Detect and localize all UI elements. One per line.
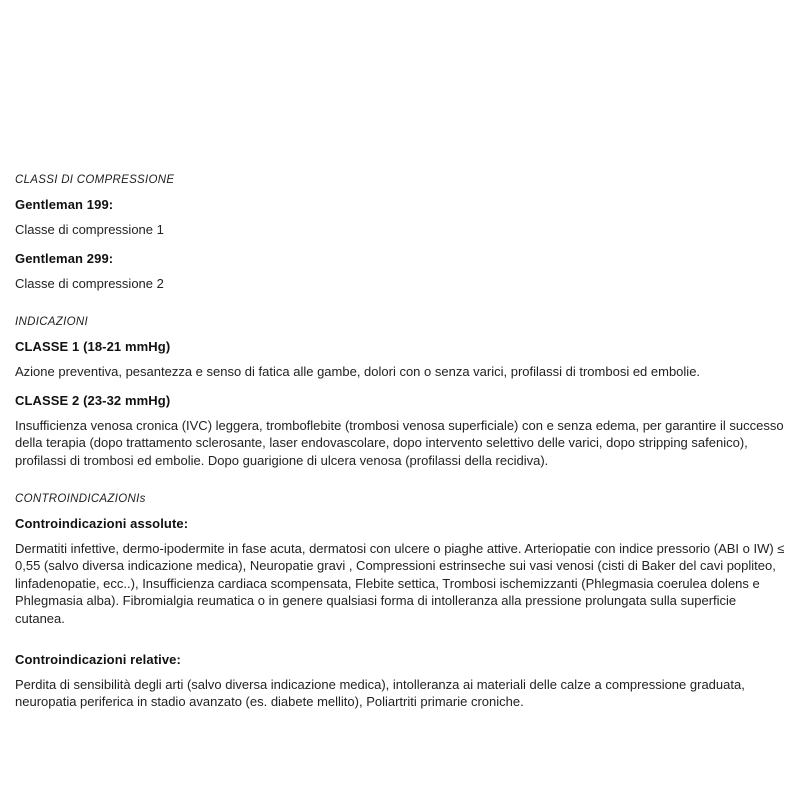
section-heading-indicazioni: INDICAZIONI <box>15 316 88 328</box>
classe-1-label: CLASSE 1 (18-21 mmHg) <box>15 339 171 354</box>
section-indicazioni <box>15 316 786 469</box>
controindicazioni-assolute-label: Controindicazioni assolute: <box>15 516 189 531</box>
classe-2-label: CLASSE 2 (23-32 mmHg) <box>15 393 171 408</box>
section-heading-classi-di-compressione: CLASSI DI COMPRESSIONE <box>15 174 175 186</box>
product-name-gentleman-199: Gentleman 199: <box>15 197 114 212</box>
controindicazioni-relative-label: Controindicazioni relative: <box>15 652 181 667</box>
section-classi-di-compressione <box>15 174 786 292</box>
controindicazioni-relative-description: Perdita di sensibilità degli arti (salvo diversa indicazione medica), intolleranza ai materiali delle calze a compressione graduata, neuropatia periferica in stadio avanzato (es. diabete mellito), Poliartriti primarie croniche. <box>15 676 745 709</box>
controindicazioni-assolute-description: Dermatiti infettive, dermo-ipodermite in fase acuta, dermatosi con ulcere o piaghe attive. Arteriopatie con indice pressorio (ABI o IW) ≤ 0,55 (salvo diversa indicazione medica), Neuropatie gravi , Compressioni estrinseche sui vasi venosi (cisti di Baker del cavi popliteo, linfadenopatie, ecc..), Insufficienza cardiaca scompensata, Flebite settica, Trombosi ischemizzanti (Phlegmasia coerulea dolens e Phlegmasia alba). Fibromialgia reumatica o in genere qualsiasi forma di intolleranza alla pressione prolungata sulla superficie cutanea. <box>15 540 785 626</box>
section-controindicazioni <box>15 493 786 711</box>
product-class-gentleman-199: Classe di compressione 1 <box>15 221 164 237</box>
section-heading-controindicazioni: CONTROINDICAZIONIs <box>15 493 146 505</box>
classe-2-description: Insufficienza venosa cronica (IVC) leggera, tromboflebite (trombosi venosa superficiale) con e senza edema, per garantire il successo della terapia (dopo trattamento sclerosante, laser endovascolare, dopo intervento selettivo delle varici, dopo stripping safenico), profilassi di trombosi ed embolie. Dopo guarigione di ulcera venosa (profilassi della recidiva). <box>15 417 784 468</box>
product-class-gentleman-299: Classe di compressione 2 <box>15 275 164 291</box>
classe-1-description: Azione preventiva, pesantezza e senso di fatica alle gambe, dolori con o senza varici, profilassi di trombosi ed embolie. <box>15 363 701 379</box>
product-name-gentleman-299: Gentleman 299: <box>15 251 114 266</box>
